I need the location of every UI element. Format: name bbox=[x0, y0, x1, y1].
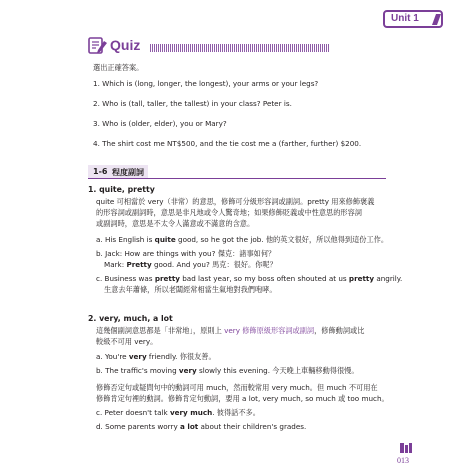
quiz-title-rule bbox=[150, 44, 330, 52]
example-keyword: quite bbox=[154, 235, 176, 244]
example-text: . 彼得話不多。 bbox=[212, 408, 260, 417]
quiz-header bbox=[88, 37, 388, 59]
part1-example-b2 bbox=[104, 260, 277, 269]
quiz-item-1: 1. Which is (long, longer, the longest), your arms or your legs? bbox=[93, 79, 319, 88]
unit-label: Unit 1 bbox=[391, 13, 419, 24]
example-text: d. Some parents worry bbox=[96, 422, 180, 431]
example-text: b. The traffic's moving bbox=[96, 366, 179, 375]
unit-tab bbox=[383, 10, 443, 28]
example-keyword: Pretty bbox=[126, 260, 152, 269]
body-text: ，修飾動詞或比 bbox=[314, 326, 365, 335]
section-header bbox=[88, 165, 386, 179]
example-keyword: very bbox=[128, 352, 147, 361]
part1-body-line: 或副詞時，意思是不太令人滿意或不滿意的含意。 bbox=[96, 219, 255, 228]
section-number: 1-6 bbox=[93, 167, 108, 176]
page-number: 013 bbox=[397, 456, 409, 465]
part2-example-a bbox=[96, 352, 216, 361]
quiz-instruction: 選出正確答案。 bbox=[93, 63, 144, 72]
quiz-item-3: 3. Who is (older, elder), you or Mary? bbox=[93, 119, 227, 128]
example-text: slowly this evening. 今天晚上車輛移動得很慢。 bbox=[196, 366, 359, 375]
notepad-pencil-icon bbox=[88, 37, 108, 55]
part1-heading: 1. quite, pretty bbox=[88, 185, 155, 194]
example-text: good. And you? 馬克：很好。你呢？ bbox=[151, 260, 277, 269]
part2-example-d bbox=[96, 422, 306, 431]
part1-body-line: quite 可相當於 very（非常）的意思，修飾可分級形容詞或副詞。pretty 用來修飾褒義 bbox=[96, 197, 375, 206]
pen-icon bbox=[432, 14, 441, 25]
part2-body-line: 修飾否定句或疑問句中的動詞可用 much，然而較常用 very much。但 much 不可用在 bbox=[96, 383, 378, 392]
part1-example-b1: b. Jack: How are things with you? 傑克：諸事如何？ bbox=[96, 249, 276, 258]
example-text: angrily. bbox=[374, 274, 403, 283]
example-text: Mark: bbox=[104, 260, 127, 269]
quiz-item-2: 2. Who is (tall, taller, the tallest) in your class? Peter is. bbox=[93, 99, 292, 108]
section-rule bbox=[88, 178, 386, 179]
example-keyword: pretty bbox=[348, 274, 375, 283]
publisher-logo-icon bbox=[399, 442, 413, 454]
example-keyword: a lot bbox=[180, 422, 199, 431]
part2-heading: 2. very, much, a lot bbox=[88, 314, 173, 323]
quiz-title: Quiz bbox=[110, 37, 141, 53]
part1-example-a bbox=[96, 235, 388, 244]
section-title: 程度副詞 bbox=[112, 168, 144, 177]
part1-example-c2: 生意去年蕭條，所以老闆經常相當生氣地對我們咆哮。 bbox=[104, 285, 277, 294]
quiz-item-4: 4. The shirt cost me NT$500, and the tie cost me a (farther, further) $200. bbox=[93, 139, 362, 148]
part1-example-c1 bbox=[96, 274, 402, 283]
example-keyword: pretty bbox=[154, 274, 180, 283]
highlight-rule: very 修飾原級形容詞或副詞 bbox=[224, 326, 315, 335]
part2-body-line: 修飾肯定句裡的動詞。修飾肯定句動詞，要用 a lot, very much, so much 或 too much。 bbox=[96, 394, 389, 403]
example-text: c. Business was bbox=[96, 274, 155, 283]
example-text: a. His English is bbox=[96, 235, 155, 244]
example-text: friendly. 你很友善。 bbox=[146, 352, 216, 361]
example-keyword: very bbox=[178, 366, 197, 375]
example-text: bad last year, so my boss often shouted at us bbox=[179, 274, 349, 283]
part2-example-c bbox=[96, 408, 260, 417]
part2-body-line bbox=[96, 326, 364, 335]
example-text: about their children's grades. bbox=[198, 422, 307, 431]
body-text: 這幾個副詞意思都是「非常地」，原則上 bbox=[96, 326, 225, 335]
example-text: a. You're bbox=[96, 352, 129, 361]
part2-example-b bbox=[96, 366, 359, 375]
example-text: good, so he got the job. 他的英文很好，所以他得到這份工作。 bbox=[175, 235, 389, 244]
example-text: c. Peter doesn't talk bbox=[96, 408, 170, 417]
example-keyword: very much bbox=[169, 408, 213, 417]
part2-body-line: 較級不可用 very。 bbox=[96, 337, 158, 346]
part1-body-line: 的形容詞或副詞時，意思是非凡地或令人驚奇地；如果修飾貶義或中性意思的形容詞 bbox=[96, 208, 362, 217]
